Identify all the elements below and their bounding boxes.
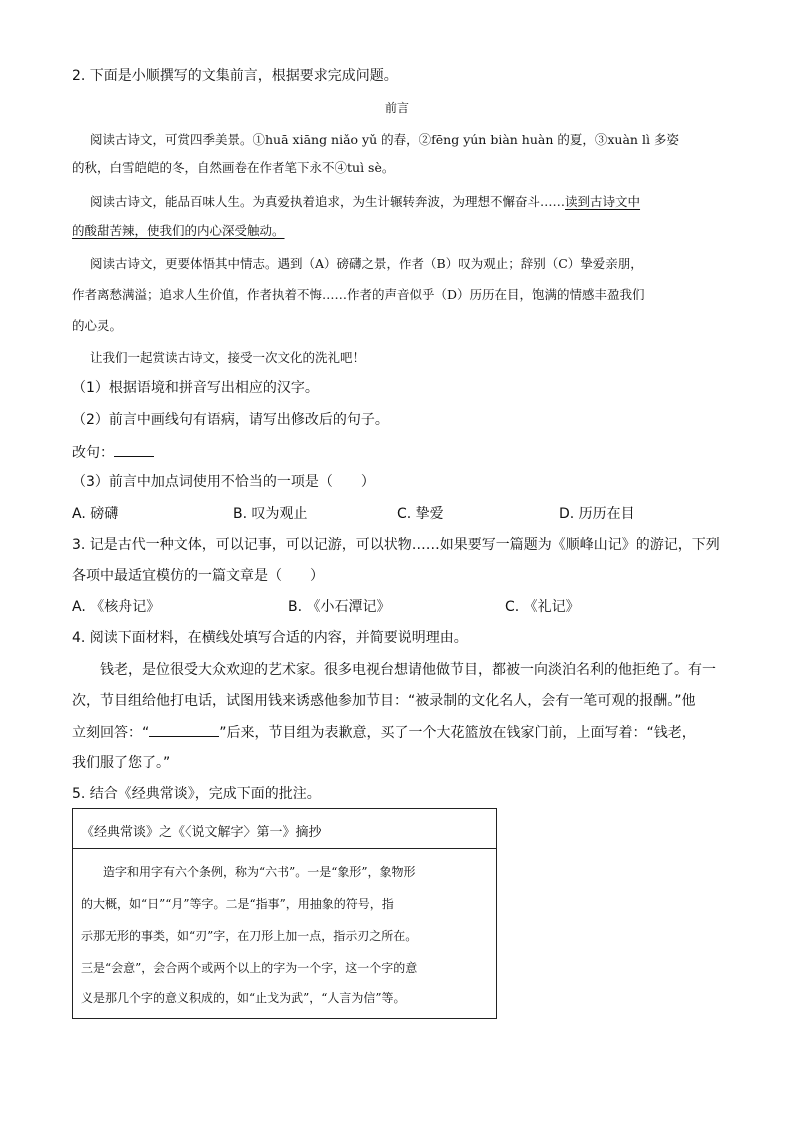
q4-material-line1: 钱老，是位很受大众欢迎的艺术家。很多电视台想请他做节目，都被一向淡泊名利的他拒绝了。有一 [100, 662, 716, 678]
excerpt-line: 的大概，如“日”“月”等字。二是“指事”，用抽象的符号，指 [81, 897, 394, 911]
q3-stem-line1: 3. 记是古代一种文体，可以记事，可以记游，可以状物……如果要写一篇题为《顺峰山记》的游记，下列 [72, 537, 720, 553]
q2-sub1: （1）根据语境和拼音写出相应的汉字。 [72, 380, 319, 396]
preface-p1-line2: 的秋，白雪皑皑的冬，自然画卷在作者笔下永不④tuì sè。 [72, 160, 395, 175]
q2-option-b[interactable]: B. 叹为观止 [233, 506, 308, 522]
q4-material-line3 [72, 722, 696, 743]
q2-option-c[interactable]: C. 挚爱 [397, 506, 444, 522]
excerpt-table-header [73, 809, 496, 849]
preface-title: 前言 [384, 101, 409, 115]
q2-sub2: （2）前言中画线句有语病，请写出修改后的句子。 [72, 412, 389, 428]
q2-option-a[interactable]: A. 磅礴 [72, 506, 119, 522]
preface-p4: 让我们一起赏读古诗文，接受一次文化的洗礼吧！ [90, 350, 366, 365]
preface-p3-line3: 的心灵。 [72, 318, 123, 333]
q4-line3-end: ”后来，节目组为表歉意，买了一个大花篮放在钱家门前，上面写着：“钱老， [219, 725, 696, 741]
preface-p3-line2: 作者离愁满溢；追求人生价值，作者执着不悔……作者的声音似乎（D）历历在目，饱满的情感丰盈我们 [72, 287, 645, 302]
revise-answer-blank[interactable] [114, 442, 154, 457]
preface-p2-line1 [90, 192, 640, 212]
q3-option-b[interactable]: B. 《小石潭记》 [288, 599, 391, 615]
q4-line3-start: 立刻回答：“ [72, 725, 150, 741]
q4-stem: 4. 阅读下面材料，在横线处填写合适的内容，并简要说明理由。 [72, 630, 468, 646]
q3-option-c[interactable]: C. 《礼记》 [505, 599, 580, 615]
q2-stem: 2. 下面是小顺撰写的文集前言，根据要求完成问题。 [72, 68, 398, 84]
q2-sub3: （3）前言中加点词使用不恰当的一项是（ ） [72, 474, 375, 490]
q3-option-a[interactable]: A. 《核舟记》 [72, 599, 161, 615]
preface-p2-text: 阅读古诗文，能品百味人生。为真爱执着追求，为生计辗转奔波，为理想不懈奋斗…… [90, 194, 566, 209]
q3-stem-line2: 各项中最适宜模仿的一篇文章是（ ） [72, 568, 324, 584]
revise-label: 改句： [72, 445, 114, 461]
excerpt-line: 三是“会意”，会合两个或两个以上的字为一个字，这一个字的意 [81, 961, 418, 975]
q4-answer-blank[interactable] [149, 722, 219, 737]
revise-line [72, 442, 154, 463]
excerpt-line: 造字和用字有六个条例，称为“六书”。一是“象形”，象物形 [103, 865, 416, 879]
excerpt-table-title: 《经典常谈》之《〈说文解字〉第一》摘抄 [81, 825, 322, 840]
excerpt-line: 示那无形的事类，如“刃”字，在刀形上加一点，指示刃之所在。 [81, 929, 418, 943]
underlined-sentence-part1: 读到古诗文中 [565, 194, 641, 209]
q2-option-d[interactable]: D. 历历在目 [559, 506, 635, 522]
preface-p1-line1: 阅读古诗文，可赏四季美景。①huā xiāng niǎo yǔ 的春，②fēng yún biàn huàn 的夏，③xuàn lì 多姿 [90, 132, 679, 147]
q4-material-line4: 我们服了您了。” [72, 755, 171, 771]
excerpt-line: 义是那几个字的意义积成的，如“止戈为武”，“人言为信”等。 [81, 991, 406, 1005]
q4-material-line2: 次，节目组给他打电话，试图用钱来诱惑他参加节目：“被录制的文化名人，会有一笔可观的报酬。”他 [72, 693, 696, 709]
underlined-sentence-part2: 的酸甜苦辣，使我们的内心深受触动。 [72, 223, 285, 238]
excerpt-table [72, 808, 497, 1019]
preface-p3-line1: 阅读古诗文，更要体悟其中情志。遇到（A）磅礴之景，作者（B）叹为观止；辞别（C）挚爱亲朋， [90, 256, 643, 271]
q5-stem: 5. 结合《经典常谈》，完成下面的批注。 [72, 786, 321, 802]
